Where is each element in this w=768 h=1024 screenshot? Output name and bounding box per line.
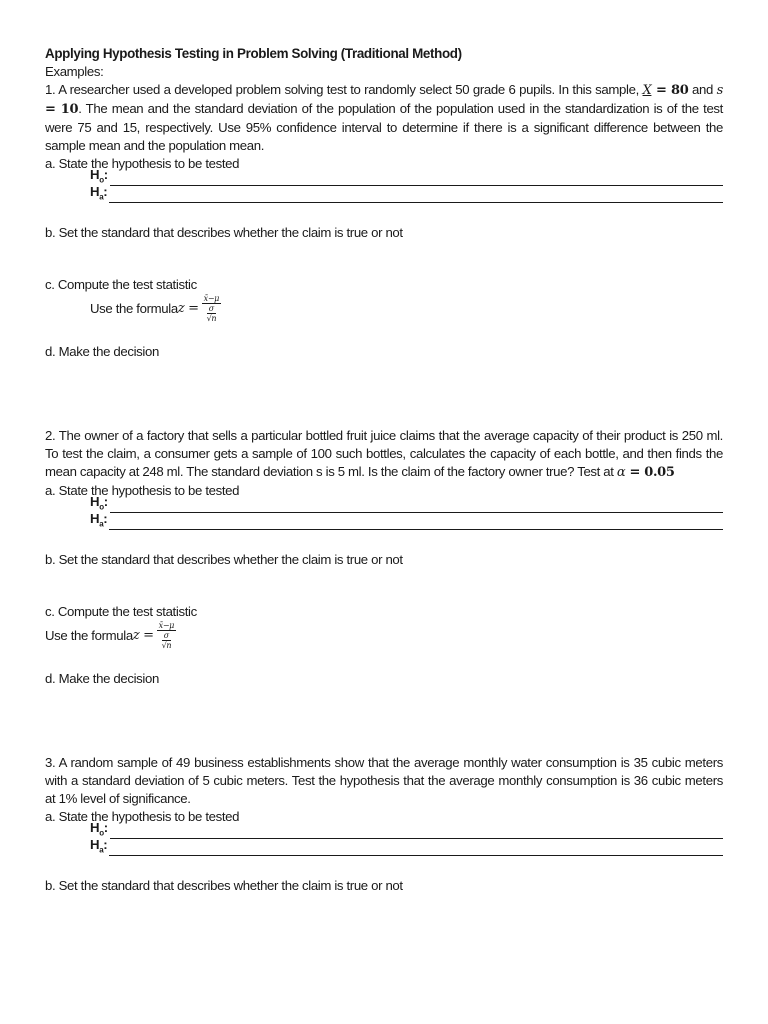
formula-sigma: σ [163,631,169,640]
sample-mean-symbol [643,83,689,98]
alt-hypothesis-label [90,836,107,860]
problem-2-step-d: d. Make the decision [45,671,159,686]
z-equals: z = [177,300,199,316]
formula-numerator: x̄−μ [158,621,175,630]
alt-hypothesis-label [90,183,107,207]
problem-3-alt-hypothesis [90,837,723,860]
xbar-symbol: X [642,83,652,98]
z-formula-fraction [157,621,176,650]
formula-sqrt-n: √n [206,314,217,323]
examples-label: Examples: [45,64,104,79]
problem-3-alt-hypothesis-blank[interactable] [109,854,723,856]
problem-1-text-start: 1. A researcher used a developed problem solving test to randomly select 50 grade 6 pupils. In this sample, [45,82,643,97]
ha-colon: : [103,511,108,527]
problem-3 [45,754,723,895]
h0-letter: H [90,167,100,183]
problem-1-formula [90,294,723,323]
ha-subscript: a [99,193,104,202]
problem-3-statement: 3. A random sample of 49 business establishments show that the average monthly water consumption is 35 cubic meters with a standard deviation of 5 cubic meters. Test the hypothesis that the average monthly consumption is 36 cubic meters at 1% level of significance. [45,755,723,806]
alt-hypothesis-label [90,510,107,534]
h0-subscript: o [99,503,104,512]
problem-2-step-b: b. Set the standard that describes whether the claim is true or not [45,552,403,567]
xbar-value: = 80 [651,83,689,98]
problem-2-statement [45,427,723,482]
ha-letter: H [90,511,100,527]
z-equals: z = [132,627,154,643]
problem-3-null-hypothesis-blank[interactable] [110,837,723,839]
problem-2-null-hypothesis [90,494,723,517]
ha-letter: H [90,184,100,200]
problem-1-step-c: c. Compute the test statistic [45,277,197,292]
problem-3-null-hypothesis [90,820,723,843]
problem-1-alt-hypothesis-blank[interactable] [109,201,723,203]
problem-2-alt-hypothesis-blank[interactable] [109,528,723,530]
h0-subscript: o [99,176,104,185]
problem-1-statement [45,81,723,155]
h0-colon: : [103,494,108,510]
problem-1-step-b: b. Set the standard that describes whether the claim is true or not [45,225,403,240]
problem-1-null-hypothesis [90,167,723,190]
h0-colon: : [103,167,108,183]
page-title: Applying Hypothesis Testing in Problem Solving (Traditional Method) [45,46,462,61]
formula-sigma: σ [208,304,214,313]
problem-2-step-c: c. Compute the test statistic [45,604,197,619]
problem-1-alt-hypothesis [90,184,723,207]
problem-2-formula [45,621,723,650]
alpha-symbol: α [616,465,626,480]
formula-numerator: x̄−μ [203,294,220,303]
problem-3-step-b: b. Set the standard that describes whether the claim is true or not [45,878,403,893]
and-text: and [688,82,717,97]
formula-prefix: Use the formula [45,627,133,643]
problem-2 [45,427,723,754]
s-value: = 10 [45,102,79,117]
problem-1-step-d: d. Make the decision [45,344,159,359]
problem-2-text: 2. The owner of a factory that sells a particular bottled fruit juice claims that the average capacity of their product is 250 ml. To test the claim, a consumer gets a sample of 100 such bottles, calculates the capacity of each bottle, and then finds the mean capacity at 248 ml. The standard deviation s is 5 ml. Is the claim of the factory owner true? Test at [45,428,723,479]
problem-1 [45,81,723,427]
h0-colon: : [103,820,108,836]
h0-letter: H [90,494,100,510]
problem-3-step-a: a. State the hypothesis to be tested [45,809,240,824]
problem-1-text-end: . The mean and the standard deviation of the population of the population used in the standardization is of the test were 75 and 15, respectively. Use 95% confidence interval to determine if there is a significant difference between the sample mean and the population mean. [45,101,723,153]
z-formula-fraction [202,294,221,323]
ha-letter: H [90,837,100,853]
problem-2-step-a: a. State the hypothesis to be tested [45,483,240,498]
h0-letter: H [90,820,100,836]
ha-subscript: a [99,520,104,529]
problem-1-null-hypothesis-blank[interactable] [110,184,723,186]
ha-colon: : [103,837,108,853]
alpha-value: = 0.05 [625,465,675,480]
s-symbol: s [716,83,723,98]
problem-2-null-hypothesis-blank[interactable] [110,511,723,513]
h0-subscript: o [99,829,104,838]
formula-prefix: Use the formula [90,300,178,316]
worksheet-page [45,45,723,895]
ha-colon: : [103,184,108,200]
problem-2-alt-hypothesis [90,511,723,534]
ha-subscript: a [99,846,104,855]
problem-1-step-a: a. State the hypothesis to be tested [45,156,240,171]
alpha-expression [617,465,675,480]
formula-sqrt-n: √n [161,641,172,650]
